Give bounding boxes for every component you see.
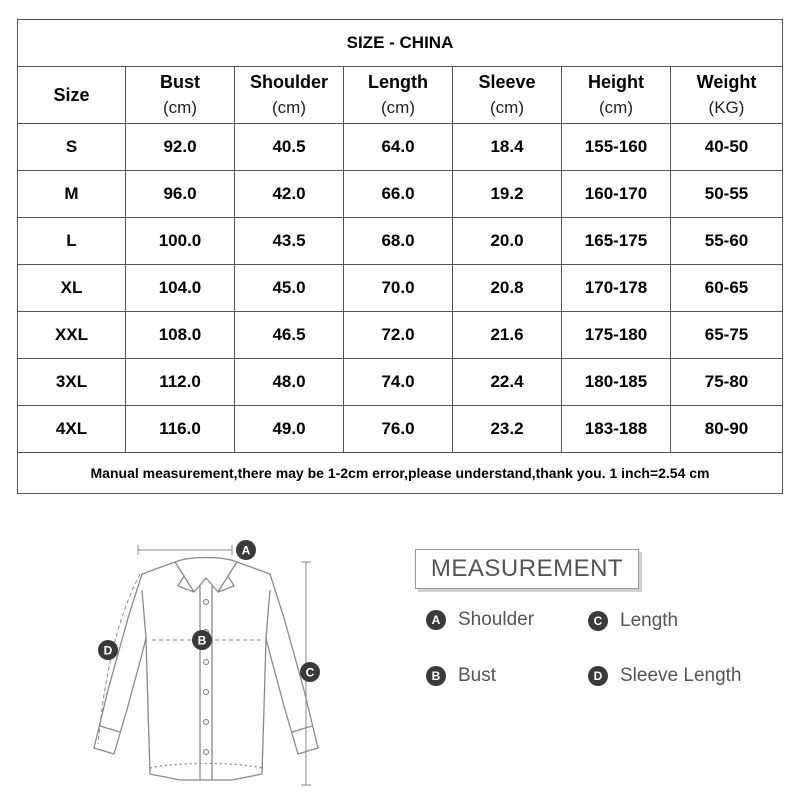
- legend-badge-a: A: [426, 610, 446, 630]
- cell-height: 170-178: [562, 265, 671, 312]
- cell-shoulder: 48.0: [235, 359, 344, 406]
- cell-length: 76.0: [344, 406, 453, 453]
- cell-bust: 92.0: [126, 124, 235, 171]
- header-sleeve-name: Sleeve: [478, 72, 536, 92]
- cell-sleeve: 21.6: [453, 312, 562, 359]
- cell-length: 70.0: [344, 265, 453, 312]
- diagram-markers: [98, 540, 320, 682]
- cell-size: M: [18, 171, 126, 218]
- cell-shoulder: 42.0: [235, 171, 344, 218]
- cell-weight: 80-90: [671, 406, 783, 453]
- legend-badge-d: D: [588, 666, 608, 686]
- cell-height: 183-188: [562, 406, 671, 453]
- marker-a-label: A: [241, 543, 251, 558]
- table-header-row: [18, 67, 783, 124]
- header-bust-unit: (cm): [163, 98, 197, 117]
- shirt-outline: [94, 558, 318, 781]
- cell-size: 3XL: [18, 359, 126, 406]
- cell-shoulder: 45.0: [235, 265, 344, 312]
- header-weight: [671, 67, 783, 124]
- header-height-unit: (cm): [599, 98, 633, 117]
- marker-d-label: D: [103, 643, 113, 658]
- table-row: [18, 406, 783, 453]
- cell-sleeve: 18.4: [453, 124, 562, 171]
- cell-bust: 96.0: [126, 171, 235, 218]
- cell-height: 160-170: [562, 171, 671, 218]
- cell-length: 74.0: [344, 359, 453, 406]
- cell-shoulder: 40.5: [235, 124, 344, 171]
- legend-label-length: Length: [620, 610, 679, 631]
- shirt-button: [204, 750, 209, 755]
- header-weight-name: Weight: [696, 72, 757, 92]
- cell-weight: 55-60: [671, 218, 783, 265]
- cell-height: 155-160: [562, 124, 671, 171]
- header-height-name: Height: [588, 72, 644, 92]
- cell-sleeve: 22.4: [453, 359, 562, 406]
- legend-badge-c: C: [588, 611, 608, 631]
- header-bust-name: Bust: [160, 72, 200, 92]
- header-shoulder-name: Shoulder: [249, 72, 328, 92]
- cell-length: 72.0: [344, 312, 453, 359]
- cell-shoulder: 43.5: [235, 218, 344, 265]
- legend-item-bust: [426, 665, 496, 687]
- header-size: [18, 67, 126, 124]
- table-row: [18, 124, 783, 171]
- header-length-unit: (cm): [381, 98, 415, 117]
- cell-size: XXL: [18, 312, 126, 359]
- measurement-title: MEASUREMENT: [415, 549, 639, 589]
- shirt-button: [204, 690, 209, 695]
- cell-height: 175-180: [562, 312, 671, 359]
- cell-sleeve: 20.8: [453, 265, 562, 312]
- measurement-note: Manual measurement,there may be 1-2cm error,please understand,thank you. 1 inch=2.54 cm: [18, 453, 783, 494]
- cell-weight: 60-65: [671, 265, 783, 312]
- cell-bust: 116.0: [126, 406, 235, 453]
- header-length-name: Length: [368, 72, 428, 92]
- cell-shoulder: 46.5: [235, 312, 344, 359]
- cell-height: 180-185: [562, 359, 671, 406]
- table-row: [18, 359, 783, 406]
- shirt-buttons: [204, 600, 209, 755]
- shirt-button: [204, 720, 209, 725]
- cell-size: XL: [18, 265, 126, 312]
- header-size-name: Size: [53, 84, 90, 105]
- header-bust: [126, 67, 235, 124]
- cell-shoulder: 49.0: [235, 406, 344, 453]
- marker-c-label: C: [305, 665, 315, 680]
- table-row: [18, 171, 783, 218]
- cell-bust: 104.0: [126, 265, 235, 312]
- cell-weight: 65-75: [671, 312, 783, 359]
- legend-item-length: [588, 610, 678, 632]
- shirt-diagram: [80, 530, 340, 795]
- shirt-button: [204, 600, 209, 605]
- table-title: SIZE - CHINA: [18, 20, 783, 67]
- legend-item-shoulder: [426, 609, 534, 631]
- cell-bust: 112.0: [126, 359, 235, 406]
- header-sleeve-unit: (cm): [490, 98, 524, 117]
- header-shoulder-unit: (cm): [272, 98, 306, 117]
- legend-label-bust: Bust: [458, 665, 497, 686]
- header-shoulder: [235, 67, 344, 124]
- cell-length: 68.0: [344, 218, 453, 265]
- table-row: [18, 312, 783, 359]
- table-title-row: [18, 20, 783, 67]
- table-note-row: [18, 453, 783, 494]
- cell-height: 165-175: [562, 218, 671, 265]
- cell-sleeve: 23.2: [453, 406, 562, 453]
- table-row: [18, 218, 783, 265]
- shirt-button: [204, 660, 209, 665]
- legend-label-shoulder: Shoulder: [458, 609, 535, 630]
- cell-weight: 40-50: [671, 124, 783, 171]
- cell-bust: 108.0: [126, 312, 235, 359]
- size-chart-table: [17, 19, 783, 494]
- cell-weight: 75-80: [671, 359, 783, 406]
- table-row: [18, 265, 783, 312]
- cell-size: S: [18, 124, 126, 171]
- measurement-lines: [98, 545, 311, 785]
- cell-length: 66.0: [344, 171, 453, 218]
- cell-sleeve: 19.2: [453, 171, 562, 218]
- cell-bust: 100.0: [126, 218, 235, 265]
- marker-b-label: B: [197, 633, 207, 648]
- cell-sleeve: 20.0: [453, 218, 562, 265]
- legend-item-sleeve-length: [588, 665, 742, 687]
- legend-label-sleeve-length: Sleeve Length: [620, 665, 742, 686]
- shoulder-line: [138, 545, 232, 555]
- cell-size: 4XL: [18, 406, 126, 453]
- cell-length: 64.0: [344, 124, 453, 171]
- cell-size: L: [18, 218, 126, 265]
- legend-badge-b: B: [426, 666, 446, 686]
- header-weight-unit: (KG): [708, 98, 745, 117]
- header-length: [344, 67, 453, 124]
- cell-weight: 50-55: [671, 171, 783, 218]
- header-height: [562, 67, 671, 124]
- header-sleeve: [453, 67, 562, 124]
